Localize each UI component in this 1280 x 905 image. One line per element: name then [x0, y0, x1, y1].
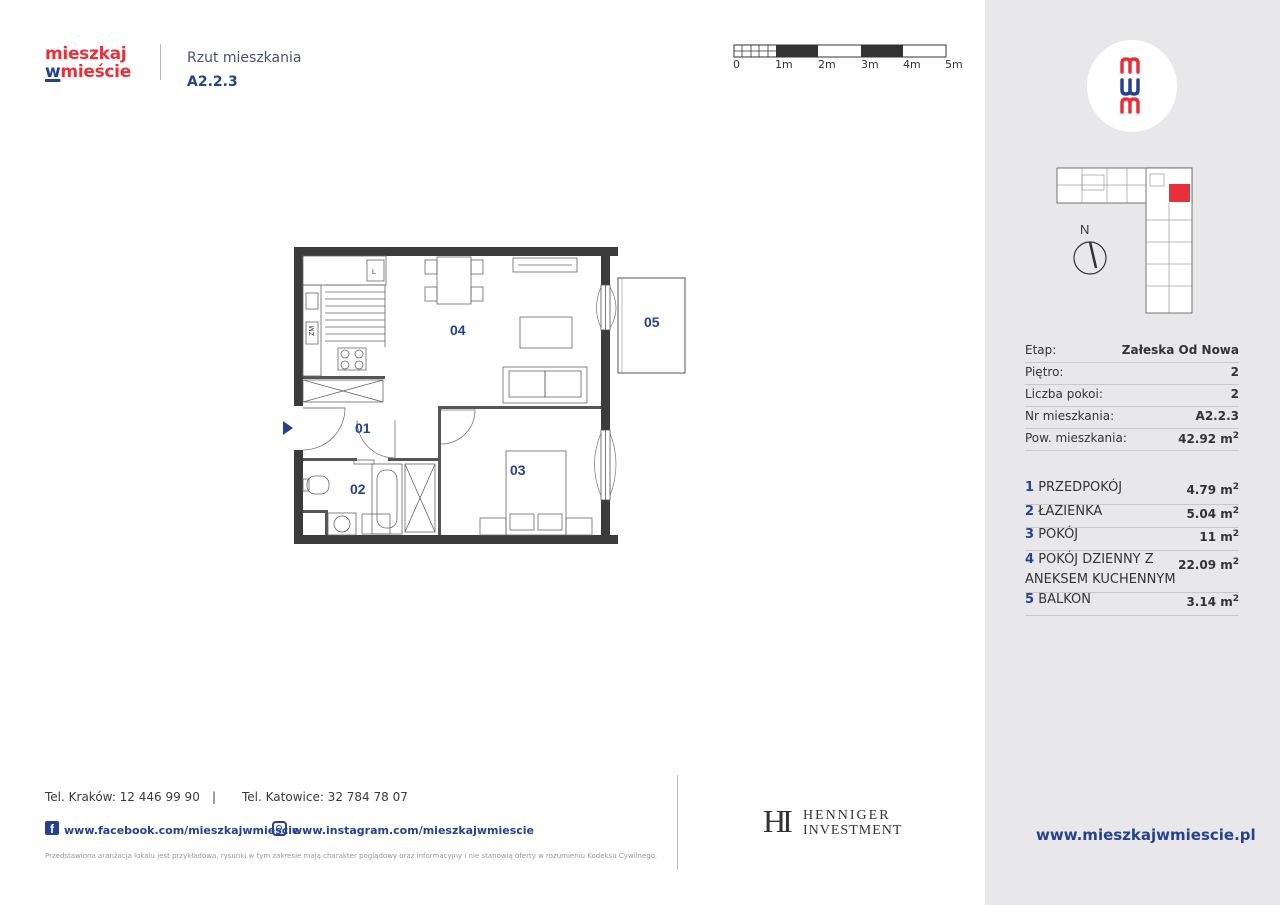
detail-value: A2.2.3 — [1195, 409, 1239, 423]
investor-name-line2: INVESTMENT — [803, 823, 903, 838]
instagram-link[interactable]: www.instagram.com/mieszkajwmiescie — [292, 824, 535, 837]
scale-label-1m: 1m — [775, 58, 793, 71]
room-row-2: 2 ŁAZIENKA 5.04 $m^2$ — [1025, 504, 1239, 528]
doors — [303, 408, 475, 458]
sidebar — [985, 0, 1280, 905]
logo-w: w — [45, 62, 61, 82]
tv-cabinet — [513, 258, 577, 272]
badge-logo — [1118, 56, 1146, 118]
detail-key: Piętro: — [1025, 365, 1064, 379]
scale-label-4m: 4m — [903, 58, 921, 71]
detail-key: Liczba pokoi: — [1025, 387, 1103, 401]
compass — [1068, 222, 1118, 278]
scale-label-3m: 3m — [861, 58, 879, 71]
scale-bar — [733, 44, 948, 58]
window-bedroom — [595, 430, 617, 500]
wardrobe — [303, 380, 383, 402]
room-number-05: 05 — [644, 314, 660, 330]
scale-label-5m: 5m — [945, 58, 963, 71]
floor-plan — [270, 230, 710, 560]
instagram-icon — [272, 821, 287, 836]
interior-walls — [303, 376, 601, 535]
sofa — [503, 367, 587, 403]
bed — [480, 451, 592, 535]
phone-separator: | — [212, 790, 217, 804]
room-number-02: 02 — [350, 481, 366, 497]
window-living — [597, 285, 617, 330]
compass-north-label: N — [1080, 222, 1090, 237]
fridge-label: L — [372, 269, 376, 276]
website-link[interactable]: www.mieszkajwmiescie.pl — [1036, 826, 1256, 844]
detail-value: Załeska Od Nowa — [1121, 343, 1239, 357]
room-number-03: 03 — [510, 462, 526, 478]
investor-mark: HI — [763, 803, 789, 839]
header-divider — [160, 44, 161, 80]
detail-key: Nr mieszkania: — [1025, 409, 1115, 423]
bathroom-fixtures — [303, 460, 435, 535]
detail-row-floor — [1025, 362, 1239, 385]
detail-row-area — [1025, 428, 1239, 451]
investor-name-line1: HENNIGER — [803, 808, 891, 823]
room-number-04: 04 — [450, 322, 466, 338]
room-row-4: 4 POKÓJ DZIENNY Z ANEKSEM KUCHENNYM 22.09 $m^2$ — [1025, 550, 1239, 593]
legal-disclaimer: Przedstawiona aranżacja lokalu jest przykładowa, rysunki w tym zakresie mają charakter poglądowy oraz informacyjny i nie stanowią oferty w rozumieniu Kodeksu Cywilnego. — [45, 852, 658, 860]
footer-divider — [677, 775, 678, 870]
phone-katowice: Tel. Katowice: 32 784 78 07 — [242, 790, 408, 804]
room-row-5: 5 BALKON 3.14 $m^2$ — [1025, 592, 1239, 616]
coffee-table — [520, 317, 572, 348]
detail-row-rooms — [1025, 384, 1239, 407]
detail-row-stage — [1025, 340, 1239, 363]
apartment-code: A2.2.3 — [187, 74, 238, 90]
dining-set — [425, 257, 483, 304]
detail-row-apartment-number — [1025, 406, 1239, 429]
room-row-1: 1 PRZEDPOKÓJ 4.79 $m^2$ — [1025, 480, 1239, 505]
logo-line-2 — [45, 64, 131, 81]
entry-arrow — [283, 421, 293, 435]
detail-value: 2 — [1230, 387, 1239, 401]
room-row-3: 3 POKÓJ 11 $m^2$ — [1025, 527, 1239, 551]
washer-label: ZM — [309, 325, 316, 336]
document-label: Rzut mieszkania — [187, 50, 302, 66]
phone-krakow: Tel. Kraków: 12 446 99 90 — [45, 790, 200, 804]
detail-value: 2 — [1230, 365, 1239, 379]
facebook-link[interactable]: www.facebook.com/mieszkajwmiescie — [64, 824, 300, 837]
detail-key: Etap: — [1025, 343, 1057, 357]
exterior-walls — [294, 247, 618, 544]
scale-label-2m: 2m — [818, 58, 836, 71]
logo-line-1: mieszkaj — [45, 44, 127, 64]
detail-value: 42.92 $m^2$ — [1178, 431, 1239, 446]
facebook-icon: f — [45, 821, 59, 835]
scale-label-0: 0 — [733, 58, 740, 71]
logo-miescie: mieście — [60, 62, 131, 82]
apartment-location-marker — [1169, 184, 1190, 202]
detail-key: Pow. mieszkania: — [1025, 431, 1127, 445]
room-number-01: 01 — [355, 420, 371, 436]
